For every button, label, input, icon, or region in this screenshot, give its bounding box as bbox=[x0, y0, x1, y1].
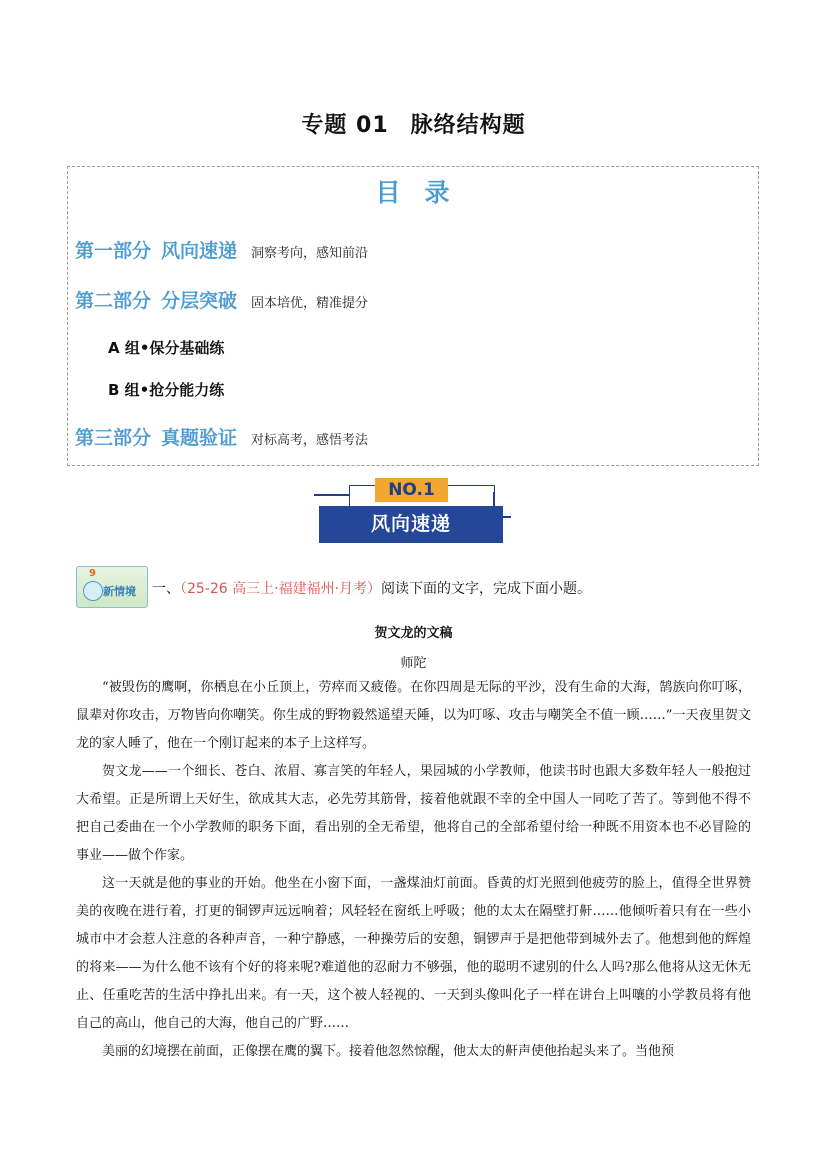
banner-line bbox=[314, 494, 349, 496]
article-body bbox=[76, 674, 751, 1066]
page-title bbox=[0, 108, 827, 139]
badge-number: 9 bbox=[89, 568, 96, 579]
toc-part-name: 分层突破 bbox=[161, 290, 238, 312]
toc-part-label: 第二部分 bbox=[75, 290, 152, 312]
banner-label: 风向速递 bbox=[319, 506, 503, 543]
banner-line bbox=[503, 516, 511, 518]
toc-part-title bbox=[75, 286, 237, 313]
toc-part-title bbox=[75, 236, 237, 263]
toc-item-part2[interactable] bbox=[75, 286, 368, 313]
toc-subitem-b[interactable]: B 组•抢分能力练 bbox=[108, 381, 225, 399]
toc-heading-right: 录 bbox=[424, 178, 452, 207]
new-context-badge bbox=[76, 566, 148, 608]
title-label: 专题 bbox=[301, 113, 348, 138]
question-source: （25-26 高三上·福建福州·月考） bbox=[180, 581, 382, 597]
globe-icon bbox=[83, 581, 103, 601]
banner-number-tag: NO.1 bbox=[375, 478, 448, 502]
toc-item-part3[interactable] bbox=[75, 423, 368, 450]
toc-part-title bbox=[75, 423, 237, 450]
article-title: 贺文龙的文稿 bbox=[374, 626, 453, 641]
section-banner bbox=[309, 475, 519, 547]
title-number: 01 bbox=[356, 113, 389, 138]
toc-part-label: 第三部分 bbox=[75, 427, 152, 449]
toc-part-label: 第一部分 bbox=[75, 240, 152, 262]
banner-line bbox=[493, 492, 495, 506]
question-prompt bbox=[152, 578, 591, 598]
badge-label: 新情境 bbox=[103, 585, 136, 598]
toc-item-part1[interactable] bbox=[75, 236, 368, 263]
question-prefix: 一、 bbox=[152, 581, 180, 597]
article-paragraph: 这一天就是他的事业的开始。他坐在小窗下面，一盏煤油灯前面。昏黄的灯光照到他疲劳的脸上，值得全世界赞美的夜晚在进行着，打更的铜锣声远远响着；风轻轻在窗纸上呼吸；他的太太在隔壁打鼾……他倾听着只有在一些小城市中才会惹人注意的各种声音，一种宁静感，一种操劳后的安憩，铜锣声于是把他带到城外去了。他想到他的辉煌的将来——为什么他不该有个好的将来呢?难道他的忍耐力不够强，他的聪明不逮别的什么人吗?那么他将从这无休无止、任重吃苦的生活中挣扎出来。有一天，这个被人轻视的、一天到头像叫化子一样在讲台上叫嚷的小学教员将有他自己的高山，他自己的大海，他自己的广野…… bbox=[76, 876, 751, 1031]
toc-part-desc: 固本培优，精准提分 bbox=[251, 296, 369, 311]
toc-part-name: 风向速递 bbox=[161, 240, 238, 262]
toc-part-desc: 洞察考向，感知前沿 bbox=[251, 246, 369, 261]
toc-heading-left: 目 bbox=[375, 178, 403, 207]
toc-box bbox=[67, 166, 759, 466]
article-paragraph: “被毁伤的鹰啊，你栖息在小丘顶上，劳瘁而又疲倦。在你四周是无际的平沙，没有生命的大海，鹄族向你叮啄，鼠辈对你攻击，万物皆向你嘲笑。你生成的野物毅然遥望天陲，以为叮啄、攻击与嘲笑全不值一顾……”一天夜里贺文龙的家人睡了，他在一个刚订起来的本子上这样写。 bbox=[76, 680, 751, 751]
title-topic: 脉络结构题 bbox=[410, 113, 526, 138]
toc-part-name: 真题验证 bbox=[161, 427, 238, 449]
toc-heading bbox=[0, 173, 827, 209]
toc-part-desc: 对标高考，感悟考法 bbox=[251, 433, 369, 448]
toc-subitem-a[interactable]: A 组•保分基础练 bbox=[108, 339, 225, 357]
article-paragraph: 美丽的幻境摆在前面，正像摆在鹰的翼下。接着他忽然惊醒，他太太的鼾声使他抬起头来了。当他预 bbox=[102, 1044, 675, 1059]
article-author: 师陀 bbox=[400, 656, 427, 671]
article-paragraph: 贺文龙——一个细长、苍白、浓眉、寡言笑的年轻人，果园城的小学教师，他读书时也跟大多数年轻人一般抱过大希望。正是所谓上天好生，欲成其大志，必先劳其筋骨，接着他就跟不幸的全中国人一同吃了苦了。等到他不得不把自己委曲在一个小学教师的职务下面，看出别的全无希望，他将自己的全部希望付给一种既不用资本也不必冒险的事业——做个作家。 bbox=[76, 764, 751, 863]
question-instruction: 阅读下面的文字，完成下面小题。 bbox=[381, 581, 592, 597]
